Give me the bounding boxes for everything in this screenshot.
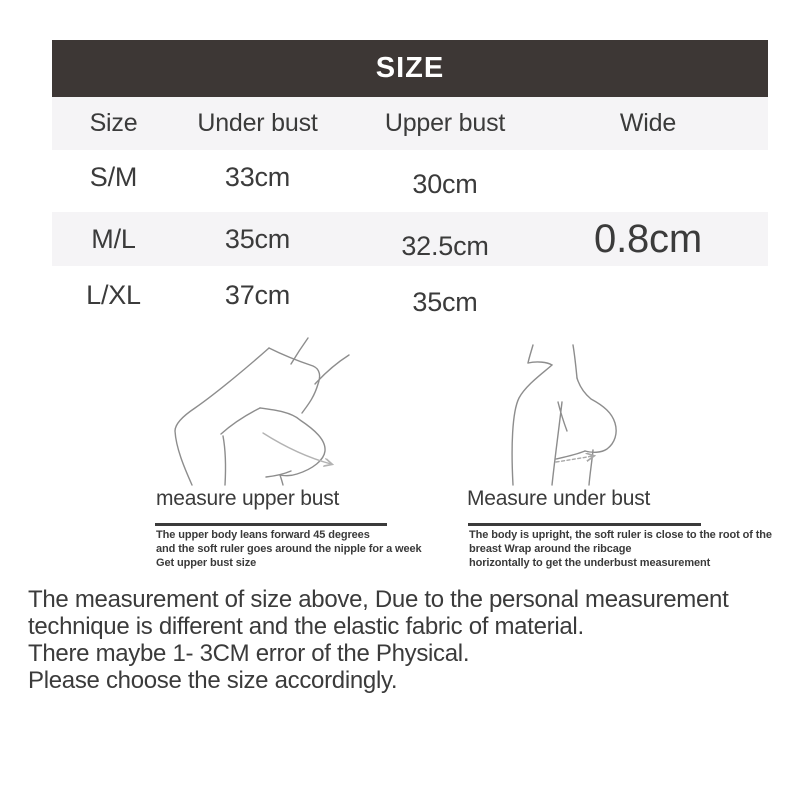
under-bust-caption-underline — [468, 523, 701, 526]
under-bust-value: 35cm — [224, 223, 291, 254]
size-banner-title: SIZE — [375, 52, 445, 84]
disclaimer-line: The measurement of size above, Due to the personal measurement — [28, 586, 729, 613]
size-label: L/XL — [86, 279, 141, 310]
upper-bust-caption-underline — [155, 523, 387, 526]
column-header-under-bust: Under bust — [197, 109, 318, 137]
table-row-sm — [52, 150, 768, 212]
disclaimer-line: There maybe 1- 3CM error of the Physical. — [28, 640, 470, 667]
size-table — [52, 97, 768, 324]
column-header-upper-bust: Upper bust — [384, 109, 506, 137]
size-label: M/L — [91, 223, 136, 254]
under-bust-figure-illustration — [495, 336, 695, 491]
table-row-lxl — [52, 266, 768, 324]
upper-bust-figure-illustration — [163, 336, 375, 491]
upper-bust-value: 32.5cm — [401, 230, 489, 261]
size-label: S/M — [89, 161, 138, 192]
upper-bust-caption: measure upper bust — [156, 487, 340, 510]
upper-bust-note-line: The upper body leans forward 45 degrees — [156, 529, 370, 541]
under-bust-figure-drawing — [495, 336, 695, 486]
wide-value: 0.8cm — [594, 216, 702, 261]
upper-bust-note-line: Get upper bust size — [156, 557, 257, 569]
column-header-wide: Wide — [619, 109, 677, 137]
disclaimer-line: Please choose the size accordingly. — [28, 667, 398, 694]
under-bust-value: 37cm — [224, 279, 291, 310]
size-table-header-row — [52, 97, 768, 150]
under-bust-note-line: The body is upright, the soft ruler is close to the root of the — [469, 529, 772, 541]
under-bust-value: 33cm — [224, 161, 291, 192]
under-bust-caption: Measure under bust — [467, 487, 651, 510]
column-header-size: Size — [89, 109, 138, 137]
wide-value — [539, 177, 757, 185]
under-bust-note-line: horizontally to get the underbust measurement — [469, 557, 711, 569]
table-row-ml — [52, 212, 768, 266]
upper-bust-figure-drawing — [163, 336, 375, 486]
upper-bust-value: 35cm — [412, 286, 478, 317]
upper-bust-note-line: and the soft ruler goes around the nipple for a week — [156, 543, 422, 555]
upper-bust-value: 30cm — [412, 168, 478, 199]
upper-bust-notes — [156, 528, 422, 570]
under-bust-notes — [469, 528, 772, 570]
measurement-disclaimer — [28, 586, 728, 694]
under-bust-note-line: breast Wrap around the ribcage — [469, 543, 632, 555]
size-banner — [52, 40, 768, 97]
disclaimer-line: technique is different and the elastic fabric of material. — [28, 613, 584, 640]
